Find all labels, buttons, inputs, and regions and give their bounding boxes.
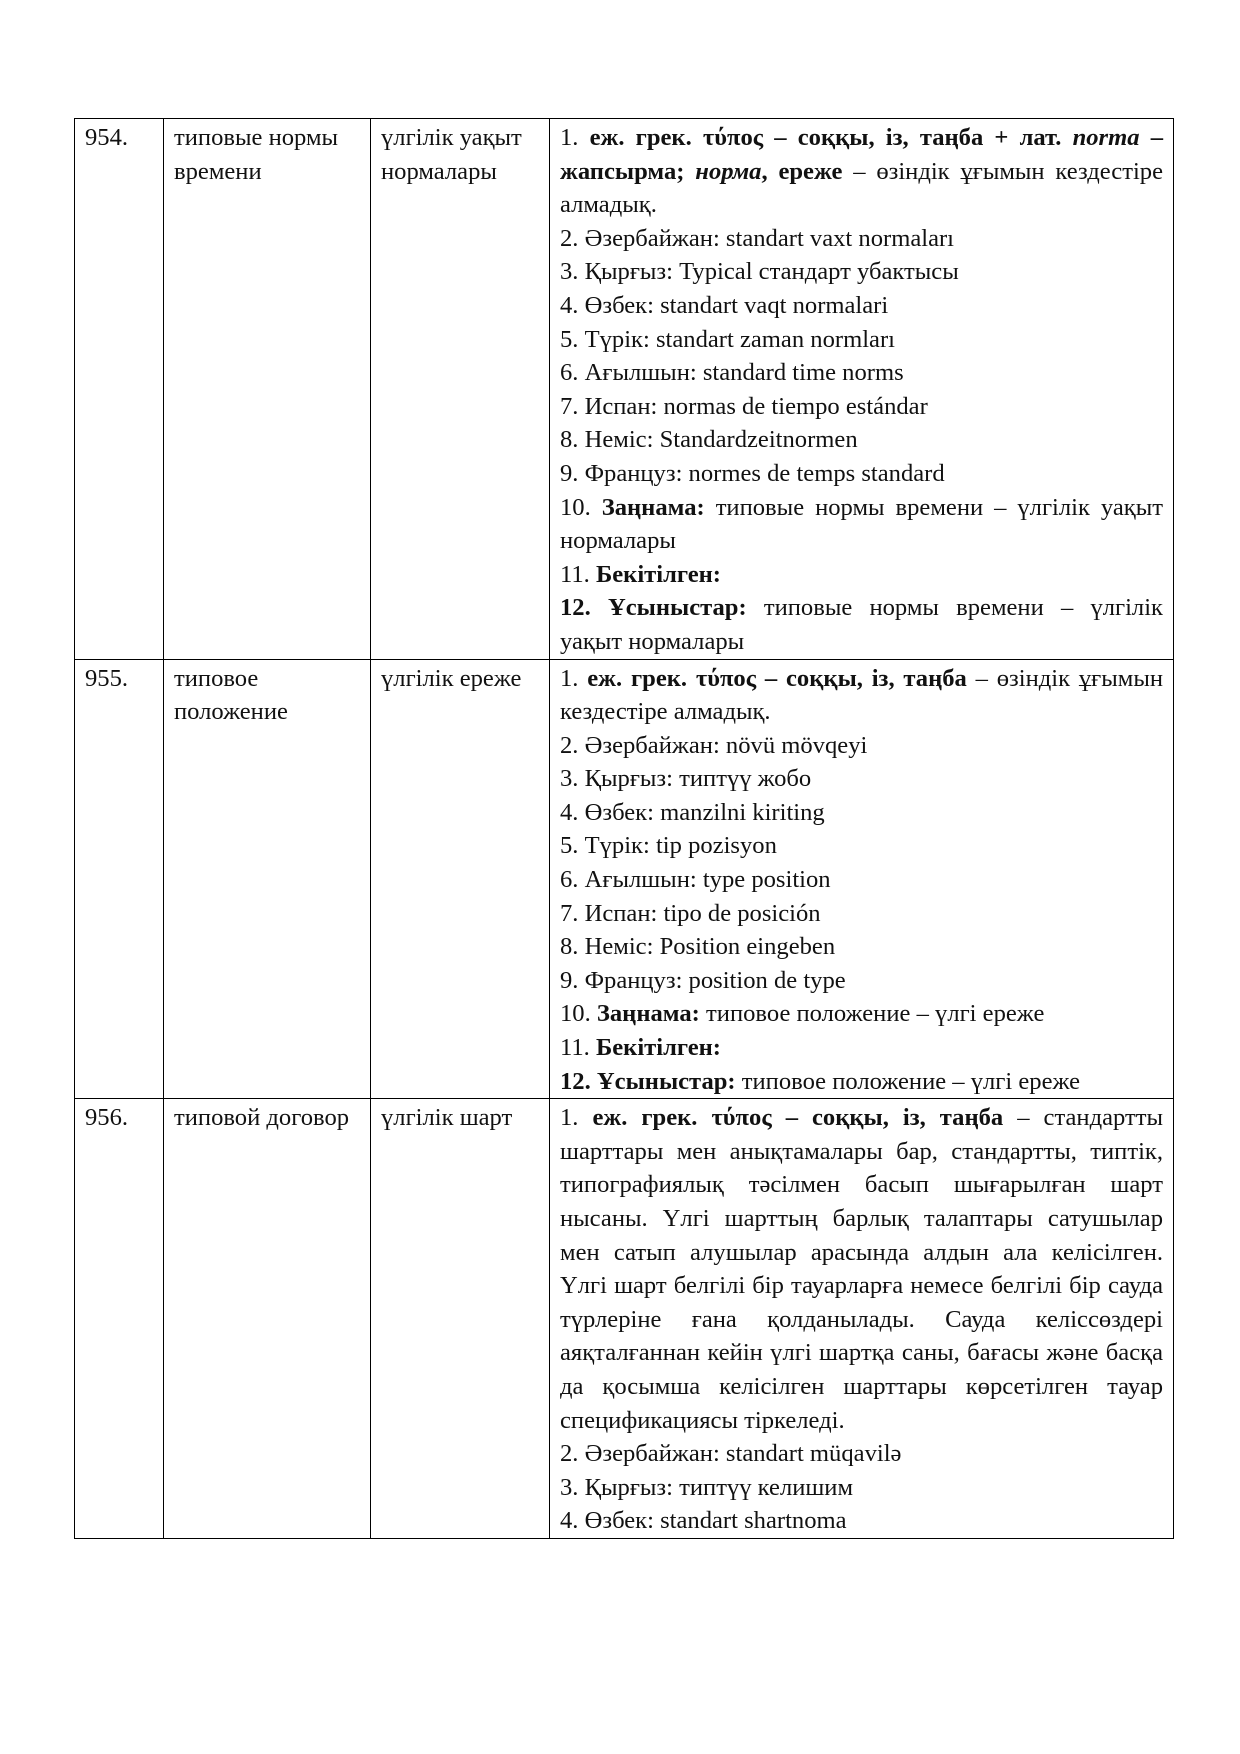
- translation-item: 4. Өзбек: standart vaqt normalari: [560, 291, 889, 319]
- table-row: [75, 1099, 1174, 1539]
- russian-term: типовой договор: [164, 1099, 371, 1539]
- translation-item: 2. Әзербайжан: standart müqavilə: [560, 1440, 902, 1468]
- translation-item: 2. Әзербайжан: standart vaxt normaları: [560, 224, 955, 252]
- etymology-line: 1. еж. грек. τύπος – соққы, із, таңба + лат. norma – жапсырма; норма, ереже – өзіндік ұғымын кездестіре алмадық.: [560, 124, 1164, 219]
- translation-item: 7. Испан: tipo de posición: [560, 899, 821, 927]
- translation-item: 8. Неміс: Position eingeben: [560, 933, 836, 961]
- table-row: [75, 119, 1174, 660]
- kazakh-term: үлгілік ереже: [371, 659, 550, 1099]
- translation-item: 3. Қырғыз: Typical стандарт убактысы: [560, 258, 959, 286]
- etymology-line: 1. еж. грек. τύπος – соққы, із, таңба – стандартты шарттары мен анықтамалары бар, стандартты, типтік, типографиялық тәсілмен басып шығарылған шарт нысаны. Үлгі шарттың барлық талаптары сатушылар мен сатып алушылар арасында алдын ала келісілген. Үлгі шарт белгілі бір тауарларға немесе белгілі бір сауда түрлеріне ғана қолданылады. Сауда келіссөздері аяқталғаннан кейін үлгі шартқа саны, бағасы және басқа да қосымша келісілген шарттары көрсетілген тауар спецификациясы тіркеледі.: [560, 1104, 1164, 1434]
- translation-item: 5. Түрік: standart zaman normları: [560, 325, 895, 353]
- translation-item: 3. Қырғыз: типтүү келишим: [560, 1473, 854, 1501]
- term-description: [550, 659, 1174, 1099]
- term-description: [550, 119, 1174, 660]
- kazakh-term: үлгілік шарт: [371, 1099, 550, 1539]
- recommendations-line: 12. Ұсыныстар: типовое положение – үлгі ереже: [560, 1067, 1081, 1095]
- entry-number: 956.: [75, 1099, 164, 1539]
- russian-term: типовые нормы времени: [164, 119, 371, 660]
- translation-item: 6. Ағылшын: type position: [560, 866, 831, 894]
- translation-item: 4. Өзбек: manzilni kiriting: [560, 798, 825, 826]
- translation-item: 7. Испан: normas de tiempo estándar: [560, 392, 928, 420]
- translation-item: 5. Түрік: tip pozisyon: [560, 832, 777, 860]
- russian-term: типовое положение: [164, 659, 371, 1099]
- table-row: [75, 659, 1174, 1099]
- recommendations-line: 12. Ұсыныстар: типовые нормы времени – үлгілік уақыт нормалары: [560, 594, 1163, 655]
- etymology-line: 1. еж. грек. τύπος – соққы, із, таңба – өзіндік ұғымын кездестіре алмадық.: [560, 664, 1164, 726]
- legislation-line: 10. Заңнама: типовое положение – үлгі ереже: [560, 1000, 1045, 1028]
- terminology-table: [74, 118, 1174, 1539]
- entry-number: 955.: [75, 659, 164, 1099]
- translation-item: 6. Ағылшын: standard time norms: [560, 359, 904, 387]
- translation-item: 9. Француз: position de type: [560, 966, 846, 994]
- translation-item: 9. Француз: normes de temps standard: [560, 459, 945, 487]
- translation-item: 2. Әзербайжан: növü mövqeyi: [560, 731, 868, 759]
- translation-item: 4. Өзбек: standart shartnoma: [560, 1507, 847, 1535]
- translation-item: 3. Қырғыз: типтүү жобо: [560, 765, 812, 793]
- entry-number: 954.: [75, 119, 164, 660]
- approved-line: 11. Бекітілген:: [560, 1034, 721, 1062]
- approved-line: 11. Бекітілген:: [560, 560, 721, 588]
- legislation-line: 10. Заңнама: типовые нормы времени – үлгілік уақыт нормалары: [560, 493, 1164, 555]
- term-description: [550, 1099, 1174, 1539]
- kazakh-term: үлгілік уақыт нормалары: [371, 119, 550, 660]
- translation-item: 8. Неміс: Standardzeitnormen: [560, 426, 858, 454]
